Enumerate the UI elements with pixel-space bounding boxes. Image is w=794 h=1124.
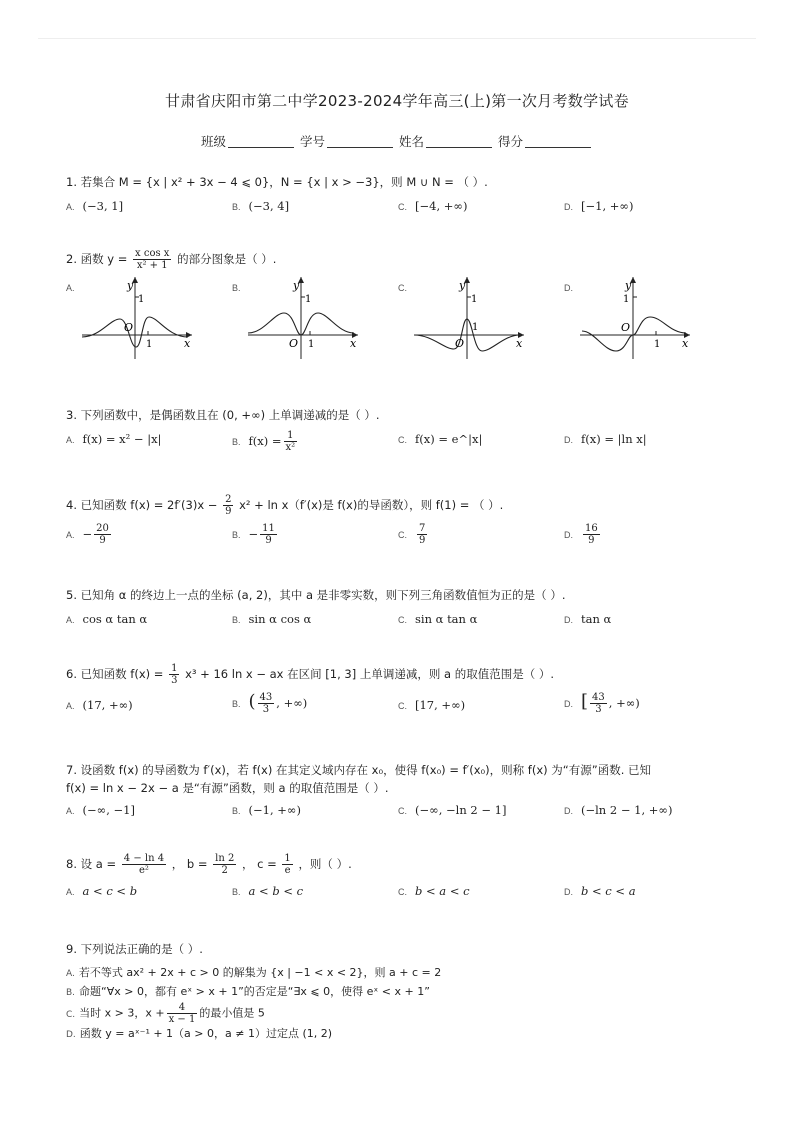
svg-text:1: 1 <box>654 339 661 350</box>
option-d[interactable]: D. $\frac{16}{9}$ <box>564 523 598 546</box>
question-stem: 2. 函数 y = $\frac{\text{x cos x}}{\text{x² + 1}}$ 的部分图象是（ ）. <box>66 248 277 271</box>
option-d[interactable]: D. tan α <box>564 612 612 626</box>
svg-text:y: y <box>625 279 632 292</box>
option-b[interactable]: B. sin α cos α <box>232 612 312 626</box>
option-c[interactable]: C. 当时 x > 3，x + $\frac{4}{x - 1}$ 的最小值是 5 <box>66 1002 265 1025</box>
question-8 <box>66 853 746 902</box>
student-id-label: 学号 <box>299 134 325 149</box>
option-b[interactable]: B. (−1, +∞) <box>232 803 301 817</box>
svg-text:O: O <box>124 321 134 334</box>
question-stem: 1. 若集合 M = {x | x² + 3x − 4 ⩽ 0}，N = {x | x > −3}，则 M ∪ N = （ ）. <box>66 175 488 189</box>
svg-text:1: 1 <box>472 322 479 333</box>
svg-text:1: 1 <box>471 294 478 305</box>
score-label: 得分 <box>497 134 523 149</box>
question-9 <box>66 940 746 1044</box>
option-c[interactable]: C. [−4, +∞) <box>398 199 468 213</box>
question-3 <box>66 406 746 454</box>
question-stem: 4. 已知函数 f(x) = 2f′(3)x − $\frac{2}{9}$ x² + ln x（f′(x)是 f(x)的导函数），则 f(1) = （ ）. <box>66 494 504 517</box>
option-d[interactable]: D. 函数 y = aˣ⁻¹ + 1（a > 0，a ≠ 1）过定点 (1, 2) <box>66 1027 333 1040</box>
question-stem: 3. 下列函数中，是偶函数且在 (0, +∞) 上单调递减的是（ ）. <box>66 408 380 422</box>
page-title: 甘肃省庆阳市第二中学2023-2024学年高三(上)第一次月考数学试卷 <box>165 92 629 110</box>
option-b[interactable]: B. f(x) = $\frac{1}{\text{x²}}$ <box>232 430 296 453</box>
name-field[interactable] <box>426 135 492 148</box>
option-a[interactable]: A. (−3, 1] <box>66 199 124 213</box>
header-divider <box>38 38 756 39</box>
svg-text:1: 1 <box>305 294 312 305</box>
option-b[interactable]: B. − $\frac{11}{9}$ <box>232 523 275 546</box>
svg-text:y: y <box>127 279 134 292</box>
class-field[interactable] <box>228 135 294 148</box>
option-c[interactable]: C. $\frac{7}{9}$ <box>398 523 426 546</box>
option-d[interactable]: D. f(x) = |ln x| <box>564 432 647 446</box>
question-5 <box>66 586 746 630</box>
option-c[interactable]: C. f(x) = e^|x| <box>398 432 483 446</box>
option-a[interactable]: A. a < c < b <box>66 884 138 898</box>
svg-text:x: x <box>682 337 689 350</box>
question-4 <box>66 494 746 549</box>
question-stem: 9. 下列说法正确的是（ ）. <box>66 942 203 956</box>
svg-text:x: x <box>516 337 523 350</box>
class-label: 班级 <box>200 134 226 149</box>
question-stem: 6. 已知函数 f(x) = $\frac{1}{3}$ x³ + 16 ln x − ax 在区间 [1, 3] 上单调递减，则 a 的取值范围是（ ）. <box>66 663 555 686</box>
svg-text:y: y <box>459 279 466 292</box>
question-7 <box>66 761 746 821</box>
question-stem: 8. 设 a = $\frac{4 - \ln 4}{\text{e²}}$ ， b = $\frac{\ln 2}{2}$ ， c = $\frac{1}{e}$ ，则（ ）. <box>66 853 352 876</box>
option-c[interactable]: C. (−∞, −ln 2 − 1] <box>398 803 507 817</box>
option-a[interactable]: A. 若不等式 ax² + 2x + c > 0 的解集为 {x | −1 < x < 2}，则 a + c = 2 <box>66 966 442 979</box>
svg-text:1: 1 <box>308 339 315 350</box>
option-d[interactable]: D. (−ln 2 − 1, +∞) <box>564 803 673 817</box>
svg-text:O: O <box>455 337 465 350</box>
svg-text:O: O <box>621 321 631 334</box>
option-a[interactable]: A. (17, +∞) <box>66 698 133 712</box>
option-a[interactable]: A. (−∞, −1] <box>66 803 135 817</box>
question-6 <box>66 663 746 722</box>
graph-d <box>578 267 696 362</box>
svg-text:1: 1 <box>138 294 145 305</box>
graph-c <box>412 267 530 362</box>
option-b[interactable]: B. 命题“∀x > 0，都有 eˣ > x + 1”的否定是“∃x ⩽ 0，使得 eˣ < x + 1” <box>66 985 430 998</box>
question-stem: 5. 已知角 α 的终边上一点的坐标 (a, 2)，其中 a 是非零实数，则下列三角函数值恒为正的是（ ）. <box>66 588 566 602</box>
option-c[interactable]: C. sin α tan α <box>398 612 478 626</box>
option-c[interactable]: C. b < a < c <box>398 884 470 898</box>
name-label: 姓名 <box>398 134 424 149</box>
option-d[interactable]: D. [−1, +∞) <box>564 199 634 213</box>
student-info-line <box>0 132 794 150</box>
svg-text:O: O <box>289 337 299 350</box>
student-id-field[interactable] <box>327 135 393 148</box>
option-b[interactable]: B. (−3, 4] <box>232 199 290 213</box>
question-1 <box>66 173 746 217</box>
option-a[interactable]: A. − $\frac{20}{9}$ <box>66 523 109 546</box>
graph-b <box>246 267 364 362</box>
option-b[interactable]: B. a < b < c <box>232 884 304 898</box>
score-field[interactable] <box>525 135 591 148</box>
svg-text:x: x <box>184 337 191 350</box>
option-b[interactable]: B. ( $\frac{43}{3}$ , +∞) <box>232 691 308 715</box>
svg-text:1: 1 <box>623 294 630 305</box>
option-d[interactable]: D. b < c < a <box>564 884 636 898</box>
option-a[interactable]: A. cos α tan α <box>66 612 148 626</box>
graph-a <box>80 267 198 362</box>
option-d[interactable]: D. [ $\frac{43}{3}$ , +∞) <box>564 691 640 715</box>
question-2: 2. 函数 y = $\frac{\text{x cos x}}{\text{x² + 1}}$ 的部分图象是（ ）. A. y 1 O 1 x B. y 1 O 1 x C. y 1 1 O x D. y 1 O 1 x <box>66 248 746 372</box>
question-stem: 7. 设函数 f(x) 的导函数为 f′(x)，若 f(x) 在其定义域内存在 x₀，使得 f(x₀) = f′(x₀)，则称 f(x) 为“有源”函数. 已知 <box>66 763 652 777</box>
option-c[interactable]: C. [17, +∞) <box>398 698 466 712</box>
option-a[interactable]: A. f(x) = x² − |x| <box>66 432 162 446</box>
question-stem-line2: f(x) = ln x − 2x − a 是“有源”函数，则 a 的取值范围是（ ）. <box>66 781 389 795</box>
svg-text:y: y <box>293 279 300 292</box>
svg-text:1: 1 <box>146 339 153 350</box>
svg-text:x: x <box>350 337 357 350</box>
